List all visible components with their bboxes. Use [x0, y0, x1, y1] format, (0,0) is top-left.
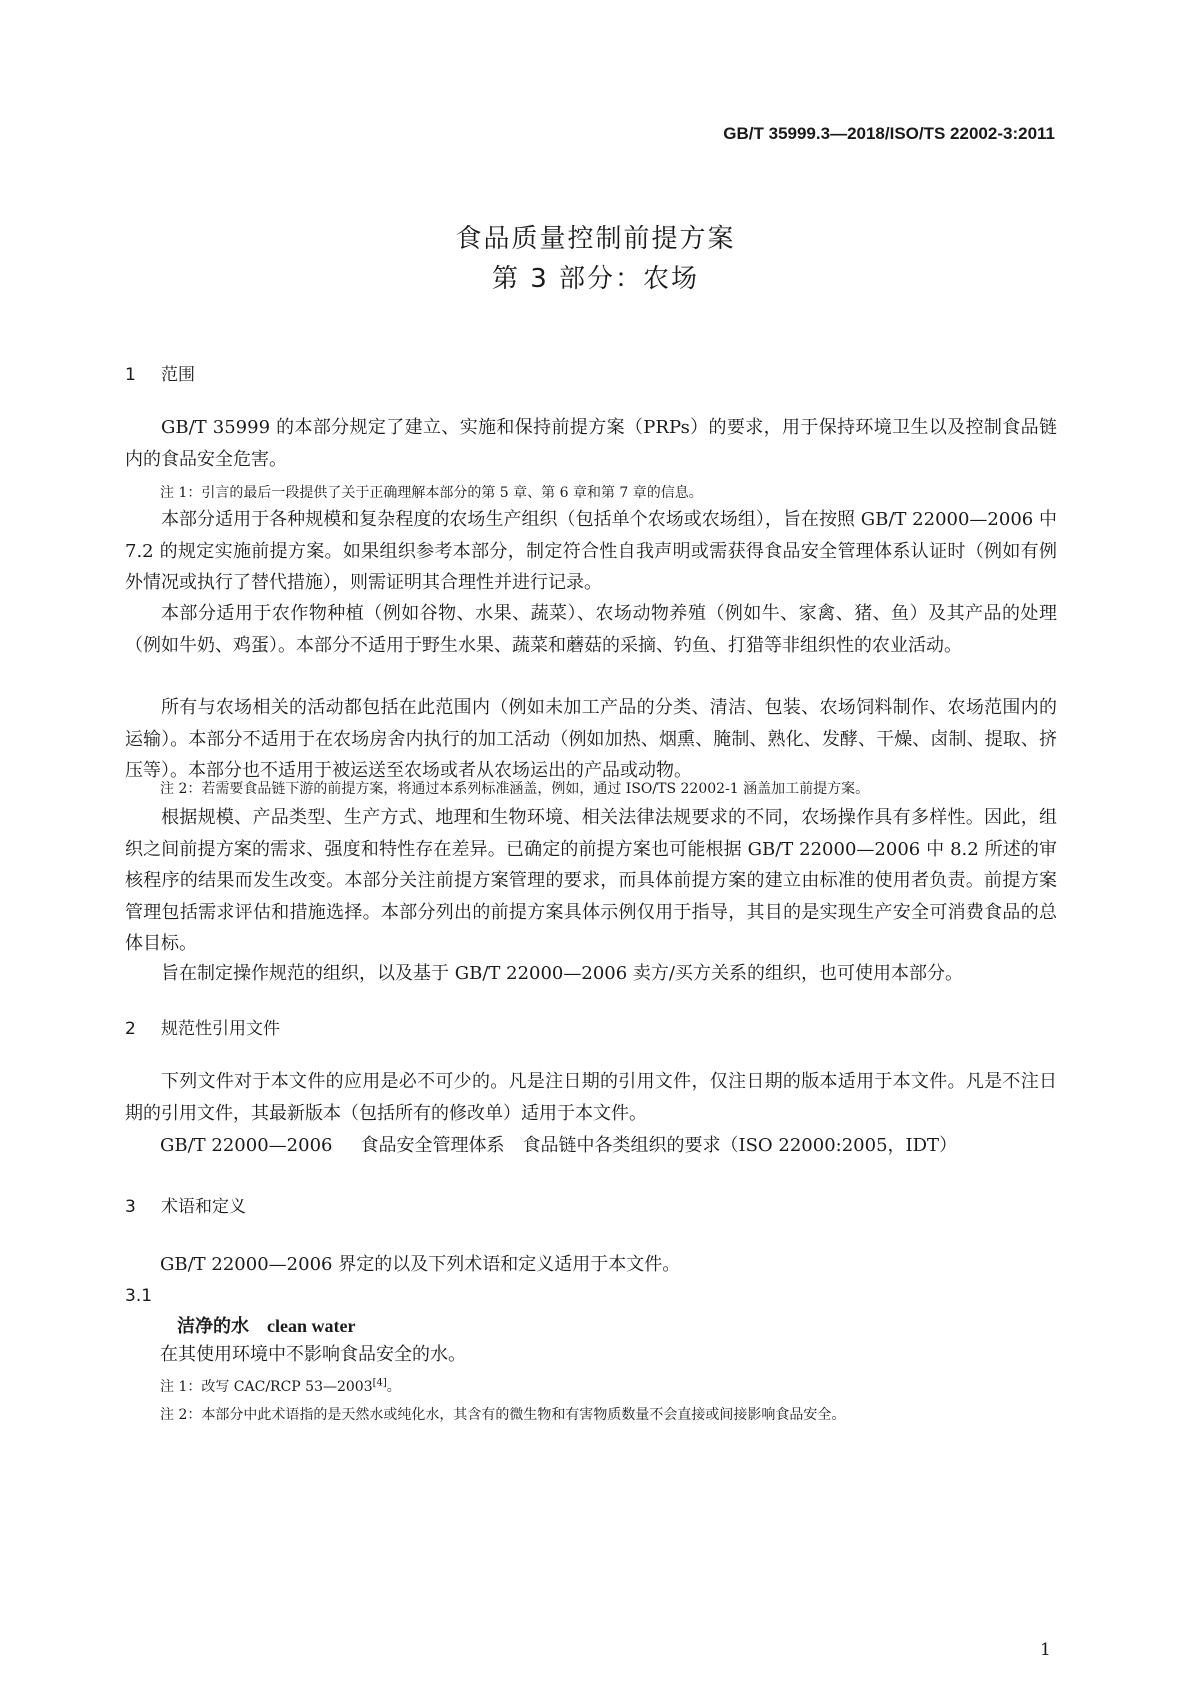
scope-paragraph-2: 本部分适用于各种规模和复杂程度的农场生产组织（包括单个农场或农场组），旨在按照 GB/T 22000—2006 中 7.2 的规定实施前提方案。如果组织参考本部分，制定符合性自我声明或需获得食品安全管理体系认证时（例如有例外情况或执行了替代措施），则需证明其合理性并进行记录。 — [125, 509, 1057, 593]
term-chinese: 洁净的水 — [177, 1316, 249, 1337]
standard-code-header: GB/T 35999.3—2018/ISO/TS 22002-3:2011 — [723, 124, 1055, 143]
section-title: 术语和定义 — [161, 1197, 246, 1217]
document-subtitle: 第 3 部分：农场 — [491, 264, 700, 294]
reference-title: 食品安全管理体系 食品链中各类组织的要求（ISO 22000:2005，IDT） — [360, 1135, 958, 1156]
section-title: 范围 — [161, 365, 195, 385]
term-number: 3.1 — [125, 1286, 153, 1306]
scope-note-2: 注 2：若需要食品链下游的前提方案，将通过本系列标准涵盖，例如，通过 ISO/TS 22002-1 涵盖加工前提方案。 — [160, 781, 870, 797]
scope-paragraph-4: 所有与农场相关的活动都包括在此范围内（例如未加工产品的分类、清洁、包装、农场饲料制作、农场范围内的运输）。本部分不适用于在农场房舍内执行的加工活动（例如加热、烟熏、腌制、熟化、发酵、干燥、卤制、提取、挤压等）。本部分也不适用于被运送至农场或者从农场运出的产品或动物。 — [125, 697, 1057, 781]
citation-reference: [4] — [372, 1377, 387, 1389]
reference-code: GB/T 22000—2006 — [160, 1135, 333, 1156]
term-definition: 在其使用环境中不影响食品安全的水。 — [160, 1344, 466, 1365]
normative-references-paragraph: 下列文件对于本文件的应用是必不可少的。凡是注日期的引用文件，仅注日期的版本适用于本文件。凡是不注日期的引用文件，其最新版本（包括所有的修改单）适用于本文件。 — [125, 1071, 1057, 1124]
scope-paragraph-1: GB/T 35999 的本部分规定了建立、实施和保持前提方案（PRPs）的要求，用于保持环境卫生以及控制食品链内的食品安全危害。 — [125, 417, 1057, 470]
term-english: clean water — [267, 1316, 356, 1336]
document-title: 食品质量控制前提方案 — [455, 224, 736, 254]
term-note-1-text: 注 1：改写 CAC/RCP 53—2003 — [160, 1379, 373, 1395]
section-number: 2 — [125, 1019, 136, 1039]
term-note-1-end: 。 — [386, 1379, 401, 1395]
terms-intro-paragraph: GB/T 22000—2006 界定的以及下列术语和定义适用于本文件。 — [160, 1254, 681, 1275]
term-note-2: 注 2：本部分中此术语指的是天然水或纯化水，其含有的微生物和有害物质数量不会直接或间接影响食品安全。 — [160, 1407, 846, 1423]
scope-paragraph-5: 根据规模、产品类型、生产方式、地理和生物环境、相关法律法规要求的不同，农场操作具有多样性。因此，组织之间前提方案的需求、强度和特性存在差异。已确定的前提方案也可能根据 GB/T 22000—2006 中 8.2 所述的审核程序的结果而发生改变。本部分关注前提方案管理的要求，而具体前提方案的建立由标准的使用者负责。前提方案管理包括需求评估和措施选择。本部分列出的前提方案具体示例仅用于指导，其目的是实现生产安全可消费食品的总体目标。 — [125, 807, 1057, 954]
scope-paragraph-6: 旨在制定操作规范的组织，以及基于 GB/T 22000—2006 卖方/买方关系的组织，也可使用本部分。 — [161, 963, 963, 984]
section-1-heading — [125, 360, 195, 385]
section-title: 规范性引用文件 — [161, 1019, 280, 1039]
term-entry — [177, 1312, 355, 1338]
scope-note-1: 注 1：引言的最后一段提供了关于正确理解本部分的第 5 章、第 6 章和第 7 章的信息。 — [160, 485, 703, 501]
term-note-1 — [160, 1376, 401, 1396]
section-2-heading — [125, 1014, 280, 1039]
section-number: 1 — [125, 365, 136, 385]
section-number: 3 — [125, 1197, 136, 1217]
scope-paragraph-3: 本部分适用于农作物种植（例如谷物、水果、蔬菜）、农场动物养殖（例如牛、家禽、猪、鱼）及其产品的处理（例如牛奶、鸡蛋）。本部分不适用于野生水果、蔬菜和蘑菇的采摘、钓鱼、打猎等非组织性的农业活动。 — [125, 603, 1057, 656]
normative-reference-item — [160, 1131, 957, 1157]
section-3-heading — [125, 1192, 246, 1217]
page-number: 1 — [1040, 1640, 1051, 1660]
